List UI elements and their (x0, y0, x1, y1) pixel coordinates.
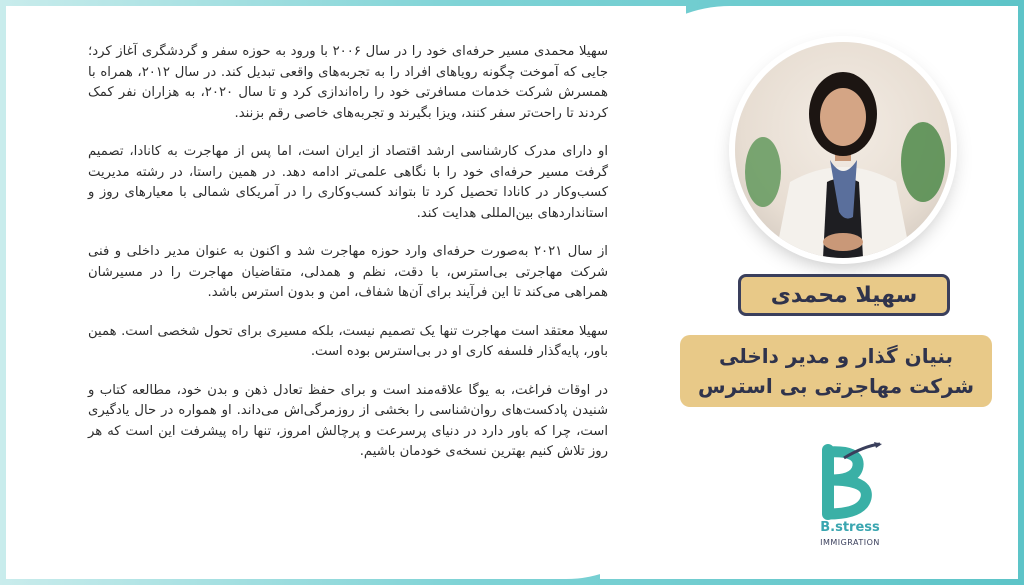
bio-paragraph: او دارای مدرک کارشناسی ارشد اقتصاد از ایران است، اما پس از مهاجرت به کانادا، تصمیم گرفت مسیر حرفه‌ای خود را با نگاهی علمی‌تر ادامه دهد. در همین راستا، در رشته مدیریت کسب‌وکار در کانادا تحصیل کرد تا بتواند کسب‌وکاری را در آمریکای شمالی با معیارهای روز و استانداردهای بین‌المللی هدایت کند. (88, 144, 608, 221)
role-box (680, 335, 992, 407)
b-letter-icon (814, 440, 886, 522)
bio-paragraph: از سال ۲۰۲۱ به‌صورت حرفه‌ای وارد حوزه مهاجرت شد و اکنون به عنوان مدیر داخلی و فنی شرکت مهاجرتی بی‌استرس، با دقت، نظم و همدلی، متقاضیان مهاجرت را در مسیرشان همراهی می‌کند تا این فرآیند برای آن‌ها شفاف، امن و بدون استرس باشد. (88, 244, 608, 300)
bstress-logo (800, 440, 900, 555)
profile-photo (735, 42, 951, 258)
biography-text (88, 42, 608, 481)
portrait-illustration (735, 42, 951, 258)
bio-paragraph: سهیلا محمدی مسیر حرفه‌ای خود را در سال ۲۰۰۶ با ورود به حوزه سفر و گردشگری آغاز کرد؛ جایی که آموخت چگونه رویاهای افراد را به تجربه‌های واقعی تبدیل کند. در سال ۲۰۱۲، همراه با همسرش شرکت خدمات مسافرتی خود را راه‌اندازی کرد و تا سال ۲۰۲۰، به هزاران نفر کمک کردند تا راحت‌تر سفر کنند، ویزا بگیرند و تجربه‌های خاصی رقم بزنند. (88, 44, 609, 121)
logo-subtitle: IMMIGRATION (820, 538, 880, 547)
profile-name: سهیلا محمدی (770, 282, 918, 308)
role-line-1: بنیان گذار و مدیر داخلی (718, 344, 954, 368)
name-tag (738, 274, 950, 316)
bio-paragraph: در اوقات فراغت، به یوگا علاقه‌مند است و برای حفظ تعادل ذهن و بدن خود، مطالعه کتاب و شنیدن پادکست‌های روان‌شناسی را بخشی از روزمرگی‌اش می‌داند. او همواره در حال یادگیری است، چرا که باور دارد در دنیای پرسرعت و پرچالش امروز، تنها راه پیشرفت این است که هر روز تلاش کنیم بهترین نسخه‌ی خودمان باشیم. (88, 382, 608, 459)
bio-paragraph: سهیلا معتقد است مهاجرت تنها یک تصمیم نیست، بلکه مسیری برای تحول شخصی است. همین باور، پایه‌گذار فلسفه کاری او در بی‌استرس بوده است. (88, 323, 608, 359)
logo-title: B.stress (820, 520, 880, 535)
role-line-2: شرکت مهاجرتی بی استرس (698, 374, 974, 398)
